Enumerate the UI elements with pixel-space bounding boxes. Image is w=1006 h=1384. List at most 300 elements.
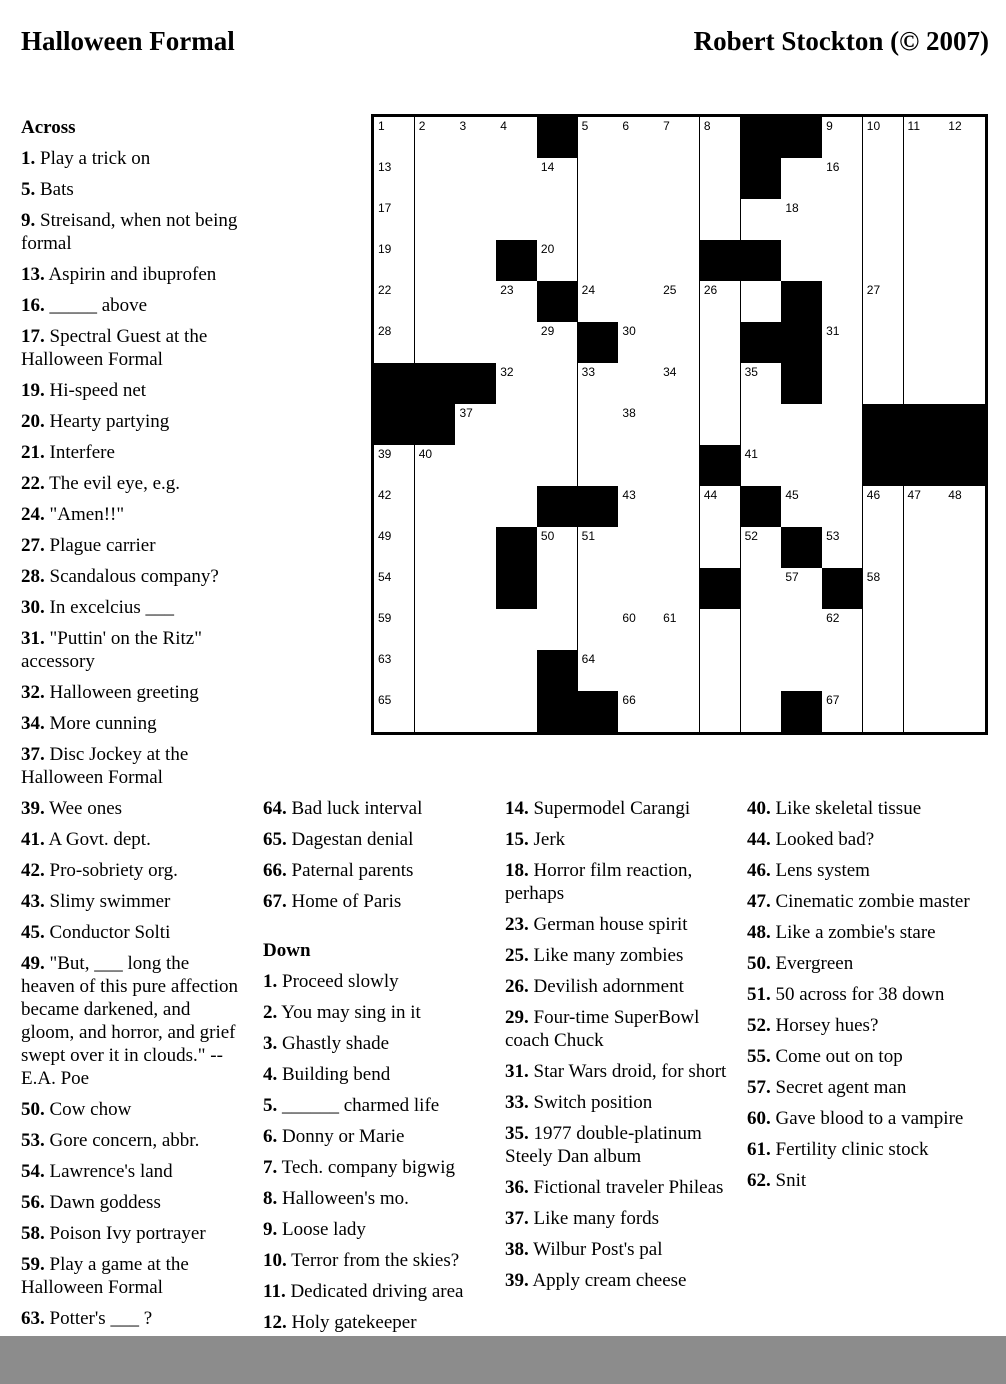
grid-square[interactable] [944,363,985,405]
clue-text: Spectral Guest at the Halloween Formal [21,326,208,370]
grid-square[interactable] [618,609,659,651]
grid-block [822,568,863,610]
clue-number: 1. [263,971,278,992]
grid-square[interactable] [741,609,782,651]
grid-block [741,240,782,282]
clue-text: Evergreen [775,953,854,974]
clue [263,970,493,993]
grid-square[interactable] [944,568,985,610]
grid-square[interactable] [455,445,496,487]
grid-square[interactable] [374,527,415,569]
clue [505,1238,730,1261]
clue [21,627,243,673]
grid-square[interactable] [415,117,456,159]
grid-square[interactable] [659,117,700,159]
grid-square[interactable] [659,650,700,692]
clue-text: Horsey hues? [775,1015,879,1036]
grid-square[interactable] [415,445,456,487]
clue [505,797,730,820]
square-number: 31 [826,324,840,338]
grid-square[interactable] [822,240,863,282]
grid-square[interactable] [415,240,456,282]
grid-square[interactable] [781,199,822,241]
bottom-bar [0,1336,1006,1384]
grid-square[interactable] [374,158,415,200]
grid-square[interactable] [863,281,904,323]
grid-square[interactable] [659,568,700,610]
grid-square[interactable] [822,404,863,446]
grid-square[interactable] [618,158,659,200]
clue-number: 18. [505,860,529,881]
clue-number: 9. [263,1219,278,1240]
grid-block [741,322,782,364]
grid-square[interactable] [700,609,741,651]
grid-square[interactable] [496,609,537,651]
grid-square[interactable] [496,322,537,364]
grid-square[interactable] [863,363,904,405]
grid-square[interactable] [374,486,415,528]
clue-number: 63. [21,1308,45,1329]
grid-square[interactable] [415,691,456,733]
clue [747,797,982,820]
grid-square[interactable] [741,650,782,692]
grid-square[interactable] [455,691,496,733]
grid-square[interactable] [618,527,659,569]
square-number: 34 [663,365,677,379]
grid-square[interactable] [822,486,863,528]
grid-square[interactable] [618,445,659,487]
grid-square[interactable] [496,445,537,487]
clue [505,1176,730,1199]
clue [263,1280,493,1303]
grid-square[interactable] [781,650,822,692]
grid-square[interactable] [537,568,578,610]
grid-square[interactable] [496,486,537,528]
grid-square[interactable] [659,609,700,651]
clue-number: 29. [505,1007,529,1028]
grid-square[interactable] [537,609,578,651]
clue-number: 13. [21,264,45,285]
grid-square[interactable] [415,322,456,364]
grid-square[interactable] [374,117,415,159]
square-number: 13 [378,160,392,174]
grid-square[interactable] [659,322,700,364]
clue-number: 10. [263,1250,287,1271]
grid-square[interactable] [578,117,619,159]
grid-square[interactable] [863,322,904,364]
clue-number: 4. [263,1064,278,1085]
grid-square[interactable] [537,445,578,487]
grid-square[interactable] [374,609,415,651]
grid-square[interactable] [741,281,782,323]
grid-square[interactable] [944,281,985,323]
clue [505,975,730,998]
clue-section-heading: Down [263,940,311,961]
grid-square[interactable] [822,117,863,159]
grid-square[interactable] [374,568,415,610]
grid-square[interactable] [944,527,985,569]
grid-square[interactable] [904,527,945,569]
grid-square[interactable] [578,650,619,692]
grid-square[interactable] [863,486,904,528]
square-number: 16 [826,160,840,174]
grid-block [578,486,619,528]
grid-square[interactable] [659,527,700,569]
grid-square[interactable] [455,281,496,323]
clue [21,681,243,704]
clue [21,147,243,170]
square-number: 35 [744,365,758,379]
clue [21,890,243,913]
grid-block [537,650,578,692]
grid-square[interactable] [537,363,578,405]
grid-square[interactable] [904,281,945,323]
clue-text: Donny or Marie [282,1126,405,1147]
grid-square[interactable] [659,199,700,241]
grid-square[interactable] [578,158,619,200]
grid-square[interactable] [863,117,904,159]
clue-column-4 [747,797,982,1200]
clue-text: Star Wars droid, for short [533,1061,727,1082]
square-number: 58 [866,570,881,584]
grid-square[interactable] [863,609,904,651]
grid-square[interactable] [904,568,945,610]
clue-number: 19. [21,380,45,401]
grid-square[interactable] [415,199,456,241]
grid-square[interactable] [659,404,700,446]
clue-text: Proceed slowly [282,971,399,992]
grid-square[interactable] [455,650,496,692]
clue-number: 43. [21,891,45,912]
grid-square[interactable] [904,117,945,159]
grid-square[interactable] [659,486,700,528]
grid-square[interactable] [822,199,863,241]
clue-number: 57. [747,1077,771,1098]
grid-square[interactable] [374,445,415,487]
grid-square[interactable] [496,691,537,733]
grid-square[interactable] [659,691,700,733]
grid-square[interactable] [700,281,741,323]
clue-text: 50 across for 38 down [775,984,945,1005]
grid-square[interactable] [455,486,496,528]
grid-square[interactable] [904,363,945,405]
square-number: 64 [581,652,596,666]
grid-square[interactable] [822,158,863,200]
grid-square[interactable] [537,240,578,282]
clue-number: 65. [263,829,287,850]
clue-text: The evil eye, e.g. [49,473,181,494]
grid-square[interactable] [537,322,578,364]
grid-square[interactable] [374,281,415,323]
grid-square[interactable] [578,199,619,241]
grid-square[interactable] [700,158,741,200]
grid-square[interactable] [700,363,741,405]
grid-block [537,691,578,733]
grid-square[interactable] [904,158,945,200]
clue [747,952,982,975]
grid-square[interactable] [700,486,741,528]
grid-square[interactable] [455,404,496,446]
grid-square[interactable] [904,240,945,282]
clue-text: Wee ones [49,798,123,819]
square-number: 57 [785,570,799,584]
grid-square[interactable] [822,650,863,692]
clue-section-heading: Across [21,117,76,138]
grid-square[interactable] [578,527,619,569]
grid-square[interactable] [904,199,945,241]
grid-square[interactable] [659,240,700,282]
grid-square[interactable] [618,568,659,610]
grid-square[interactable] [863,158,904,200]
square-number: 47 [907,488,921,502]
grid-square[interactable] [944,486,985,528]
grid-block [374,404,415,446]
grid-square[interactable] [455,117,496,159]
grid-square[interactable] [496,117,537,159]
grid-block [496,527,537,569]
grid-square[interactable] [700,650,741,692]
clue-text: Play a game at the Halloween Formal [21,1254,189,1298]
clue-number: 42. [21,860,45,881]
grid-square[interactable] [904,486,945,528]
square-number: 20 [540,242,555,256]
grid-square[interactable] [578,445,619,487]
grid-square[interactable] [822,609,863,651]
clue-number: 6. [263,1126,278,1147]
grid-square[interactable] [659,281,700,323]
clue-text: Fictional traveler Phileas [533,1177,724,1198]
grid-square[interactable] [415,609,456,651]
square-number: 46 [866,488,881,502]
grid-square[interactable] [537,199,578,241]
grid-square[interactable] [822,322,863,364]
clue [747,890,982,913]
square-number: 27 [866,283,881,297]
grid-square[interactable] [741,404,782,446]
square-number: 23 [500,283,514,297]
grid-square[interactable] [618,363,659,405]
grid-square[interactable] [618,240,659,282]
grid-square[interactable] [741,527,782,569]
grid-square[interactable] [944,609,985,651]
grid-square[interactable] [618,691,659,733]
grid-square[interactable] [578,240,619,282]
grid-block [455,363,496,405]
clue-number: 16. [21,295,45,316]
square-number: 12 [948,119,962,133]
clue [21,263,243,286]
grid-square[interactable] [415,281,456,323]
clue-number: 45. [21,922,45,943]
grid-square[interactable] [415,486,456,528]
grid-square[interactable] [944,240,985,282]
grid-square[interactable] [904,691,945,733]
grid-square[interactable] [618,199,659,241]
grid-square[interactable] [578,609,619,651]
grid-square[interactable] [700,527,741,569]
grid-square[interactable] [578,363,619,405]
clue-text: ______ charmed life [282,1095,440,1116]
clue [21,797,243,820]
clue-column-3 [505,797,730,1300]
grid-square[interactable] [944,322,985,364]
grid-square[interactable] [578,281,619,323]
clue-number: 60. [747,1108,771,1129]
grid-square[interactable] [781,486,822,528]
grid-square[interactable] [578,568,619,610]
grid-square[interactable] [944,199,985,241]
grid-square[interactable] [537,158,578,200]
grid-square[interactable] [781,240,822,282]
clue-number: 67. [263,891,287,912]
grid-square[interactable] [618,322,659,364]
grid-square[interactable] [455,158,496,200]
grid-square[interactable] [944,158,985,200]
clue [21,1253,243,1299]
grid-square[interactable] [455,240,496,282]
grid-square[interactable] [374,650,415,692]
grid-square[interactable] [455,568,496,610]
grid-square[interactable] [781,404,822,446]
grid-square[interactable] [374,199,415,241]
grid-square[interactable] [415,650,456,692]
square-number: 28 [378,324,392,338]
clue-text: "But, ___ long the heaven of this pure affection became darkened, and gloom, and horror, and grief swept over it in clouds." -- E.A. Poe [21,953,239,1089]
clue-text: Secret agent man [775,1077,907,1098]
clue-number: 24. [21,504,45,525]
clue-number: 7. [263,1157,278,1178]
grid-square[interactable] [700,404,741,446]
grid-square[interactable] [741,199,782,241]
grid-square[interactable] [415,568,456,610]
grid-square[interactable] [904,650,945,692]
grid-square[interactable] [741,445,782,487]
grid-square[interactable] [374,322,415,364]
grid-square[interactable] [863,527,904,569]
square-number: 14 [540,160,555,174]
grid-square[interactable] [822,691,863,733]
clue [263,1032,493,1055]
grid-square[interactable] [944,117,985,159]
clue-text: Like a zombie's stare [775,922,936,943]
grid-square[interactable] [741,568,782,610]
clue-text: Jerk [533,829,566,850]
square-number: 25 [663,283,677,297]
grid-square[interactable] [944,650,985,692]
clue-text: Looked bad? [775,829,875,850]
grid-square[interactable] [944,691,985,733]
grid-square[interactable] [415,158,456,200]
grid-square[interactable] [781,445,822,487]
clue [747,1107,982,1130]
grid-square[interactable] [496,363,537,405]
grid-square[interactable] [700,322,741,364]
grid-square[interactable] [374,691,415,733]
clue-number: 5. [21,179,36,200]
clue-number: 41. [21,829,45,850]
square-number: 38 [622,406,636,420]
clue-text: _____ above [49,295,148,316]
grid-square[interactable] [578,404,619,446]
clue [21,952,243,1090]
grid-square[interactable] [618,404,659,446]
clue-text: Dawn goddess [49,1192,161,1213]
clue-number: 39. [21,798,45,819]
square-number: 17 [378,201,392,215]
grid-square[interactable] [455,322,496,364]
clue [263,890,493,913]
grid-square[interactable] [496,158,537,200]
grid-square[interactable] [904,609,945,651]
clue [263,1094,493,1117]
clue-text: Loose lady [282,1219,366,1240]
clue [21,379,243,402]
square-number: 40 [418,447,433,461]
clue-number: 11. [263,1281,286,1302]
grid-square[interactable] [822,363,863,405]
grid-square[interactable] [700,117,741,159]
grid-square[interactable] [374,240,415,282]
clue [263,1156,493,1179]
grid-square[interactable] [618,486,659,528]
grid-square[interactable] [618,281,659,323]
grid-square[interactable] [496,404,537,446]
grid-square[interactable] [904,322,945,364]
grid-square[interactable] [455,199,496,241]
grid-square[interactable] [700,199,741,241]
clue [263,1001,493,1024]
grid-square[interactable] [659,363,700,405]
square-number: 5 [581,119,589,133]
clue-number: 31. [505,1061,529,1082]
grid-square[interactable] [618,117,659,159]
grid-square[interactable] [781,158,822,200]
clue [21,1129,243,1152]
grid-square[interactable] [741,363,782,405]
grid-square[interactable] [822,527,863,569]
grid-square[interactable] [618,650,659,692]
grid-square[interactable] [822,445,863,487]
grid-square[interactable] [659,158,700,200]
square-number: 51 [581,529,596,543]
grid-square[interactable] [863,691,904,733]
grid-square[interactable] [863,240,904,282]
grid-square[interactable] [863,650,904,692]
grid-square[interactable] [415,527,456,569]
clue-number: 40. [747,798,771,819]
grid-square[interactable] [455,609,496,651]
grid-square[interactable] [863,199,904,241]
grid-square[interactable] [781,609,822,651]
grid-square[interactable] [496,199,537,241]
grid-square[interactable] [781,568,822,610]
clue [505,1207,730,1230]
grid-square[interactable] [537,404,578,446]
grid-square[interactable] [741,691,782,733]
clue-number: 56. [21,1192,45,1213]
grid-square[interactable] [700,691,741,733]
clue-text: Four-time SuperBowl coach Chuck [505,1007,700,1051]
grid-square[interactable] [659,445,700,487]
grid-square[interactable] [455,527,496,569]
grid-square[interactable] [496,650,537,692]
grid-square[interactable] [822,281,863,323]
grid-square[interactable] [537,527,578,569]
grid-square[interactable] [863,568,904,610]
clue [263,1249,493,1272]
grid-square[interactable] [496,281,537,323]
clue [747,1014,982,1037]
